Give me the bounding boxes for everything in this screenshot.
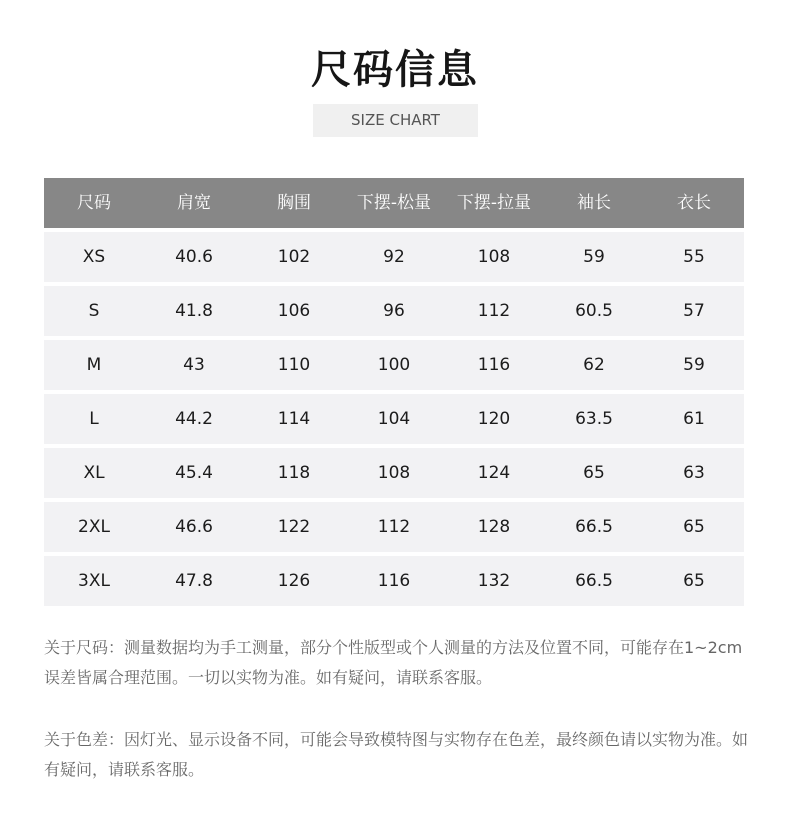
cell-chest: 102 — [277, 247, 311, 267]
table-row — [44, 502, 744, 552]
cell-length: 59 — [683, 355, 705, 375]
cell-hem-stretched: 108 — [477, 247, 511, 267]
table-row — [44, 232, 744, 282]
cell-hem-relaxed: 112 — [377, 517, 411, 537]
table-row — [44, 394, 744, 444]
cell-size: XS — [82, 247, 106, 267]
cell-hem-relaxed: 104 — [377, 409, 411, 429]
subtitle-badge: SIZE CHART — [313, 104, 478, 137]
cell-sleeve: 66.5 — [575, 517, 613, 537]
header-shoulder: 肩宽 — [177, 193, 211, 213]
header-size: 尺码 — [77, 193, 111, 213]
header-chest: 胸围 — [277, 193, 311, 213]
cell-sleeve: 62 — [583, 355, 605, 375]
cell-size: 2XL — [78, 517, 110, 537]
cell-sleeve: 65 — [583, 463, 605, 483]
cell-shoulder: 47.8 — [175, 571, 213, 591]
cell-chest: 106 — [277, 301, 311, 321]
table-row — [44, 448, 744, 498]
color-note: 关于色差：因灯光、显示设备不同，可能会导致模特图与实物存在色差，最终颜色请以实物为准。如有疑问，请联系客服。 — [44, 730, 749, 779]
cell-chest: 122 — [277, 517, 311, 537]
cell-size: 3XL — [78, 571, 110, 591]
header-hem-relaxed: 下摆-松量 — [356, 193, 432, 213]
cell-length: 57 — [683, 301, 705, 321]
cell-hem-stretched: 120 — [477, 409, 511, 429]
cell-chest: 110 — [277, 355, 311, 375]
table-header-row — [44, 178, 744, 228]
cell-hem-relaxed: 116 — [377, 571, 411, 591]
cell-shoulder: 41.8 — [175, 301, 213, 321]
cell-chest: 126 — [277, 571, 311, 591]
cell-shoulder: 40.6 — [175, 247, 213, 267]
header-hem-stretched: 下摆-拉量 — [456, 193, 532, 213]
cell-shoulder: 45.4 — [175, 463, 213, 483]
table-row — [44, 286, 744, 336]
cell-sleeve: 66.5 — [575, 571, 613, 591]
header-sleeve: 袖长 — [577, 193, 611, 213]
cell-shoulder: 44.2 — [175, 409, 213, 429]
cell-shoulder: 46.6 — [175, 517, 213, 537]
table-row — [44, 556, 744, 606]
cell-hem-stretched: 132 — [477, 571, 511, 591]
cell-length: 55 — [683, 247, 705, 267]
size-note: 关于尺码：测量数据均为手工测量，部分个性版型或个人测量的方法及位置不同，可能存在1~2cm误差皆属合理范围。一切以实物为准。如有疑问，请联系客服。 — [44, 638, 743, 687]
header-length: 衣长 — [677, 193, 711, 213]
cell-sleeve: 59 — [583, 247, 605, 267]
cell-hem-relaxed: 92 — [383, 247, 405, 267]
cell-hem-stretched: 112 — [477, 301, 511, 321]
table-body — [44, 232, 744, 606]
cell-length: 61 — [683, 409, 705, 429]
cell-hem-relaxed: 108 — [377, 463, 411, 483]
cell-size: S — [88, 301, 100, 321]
cell-chest: 114 — [277, 409, 311, 429]
cell-length: 63 — [683, 463, 705, 483]
cell-sleeve: 63.5 — [575, 409, 613, 429]
cell-length: 65 — [683, 571, 705, 591]
cell-sleeve: 60.5 — [575, 301, 613, 321]
cell-hem-stretched: 124 — [477, 463, 511, 483]
size-chart-table — [44, 178, 744, 606]
cell-size: L — [89, 409, 99, 429]
cell-length: 65 — [683, 517, 705, 537]
cell-hem-relaxed: 96 — [383, 301, 405, 321]
cell-size: M — [86, 355, 102, 375]
cell-shoulder: 43 — [183, 355, 205, 375]
cell-hem-relaxed: 100 — [377, 355, 411, 375]
cell-hem-stretched: 128 — [477, 517, 511, 537]
table-row — [44, 340, 744, 390]
page-title: 尺码信息 — [311, 47, 479, 93]
cell-chest: 118 — [277, 463, 311, 483]
cell-hem-stretched: 116 — [477, 355, 511, 375]
cell-size: XL — [83, 463, 105, 483]
